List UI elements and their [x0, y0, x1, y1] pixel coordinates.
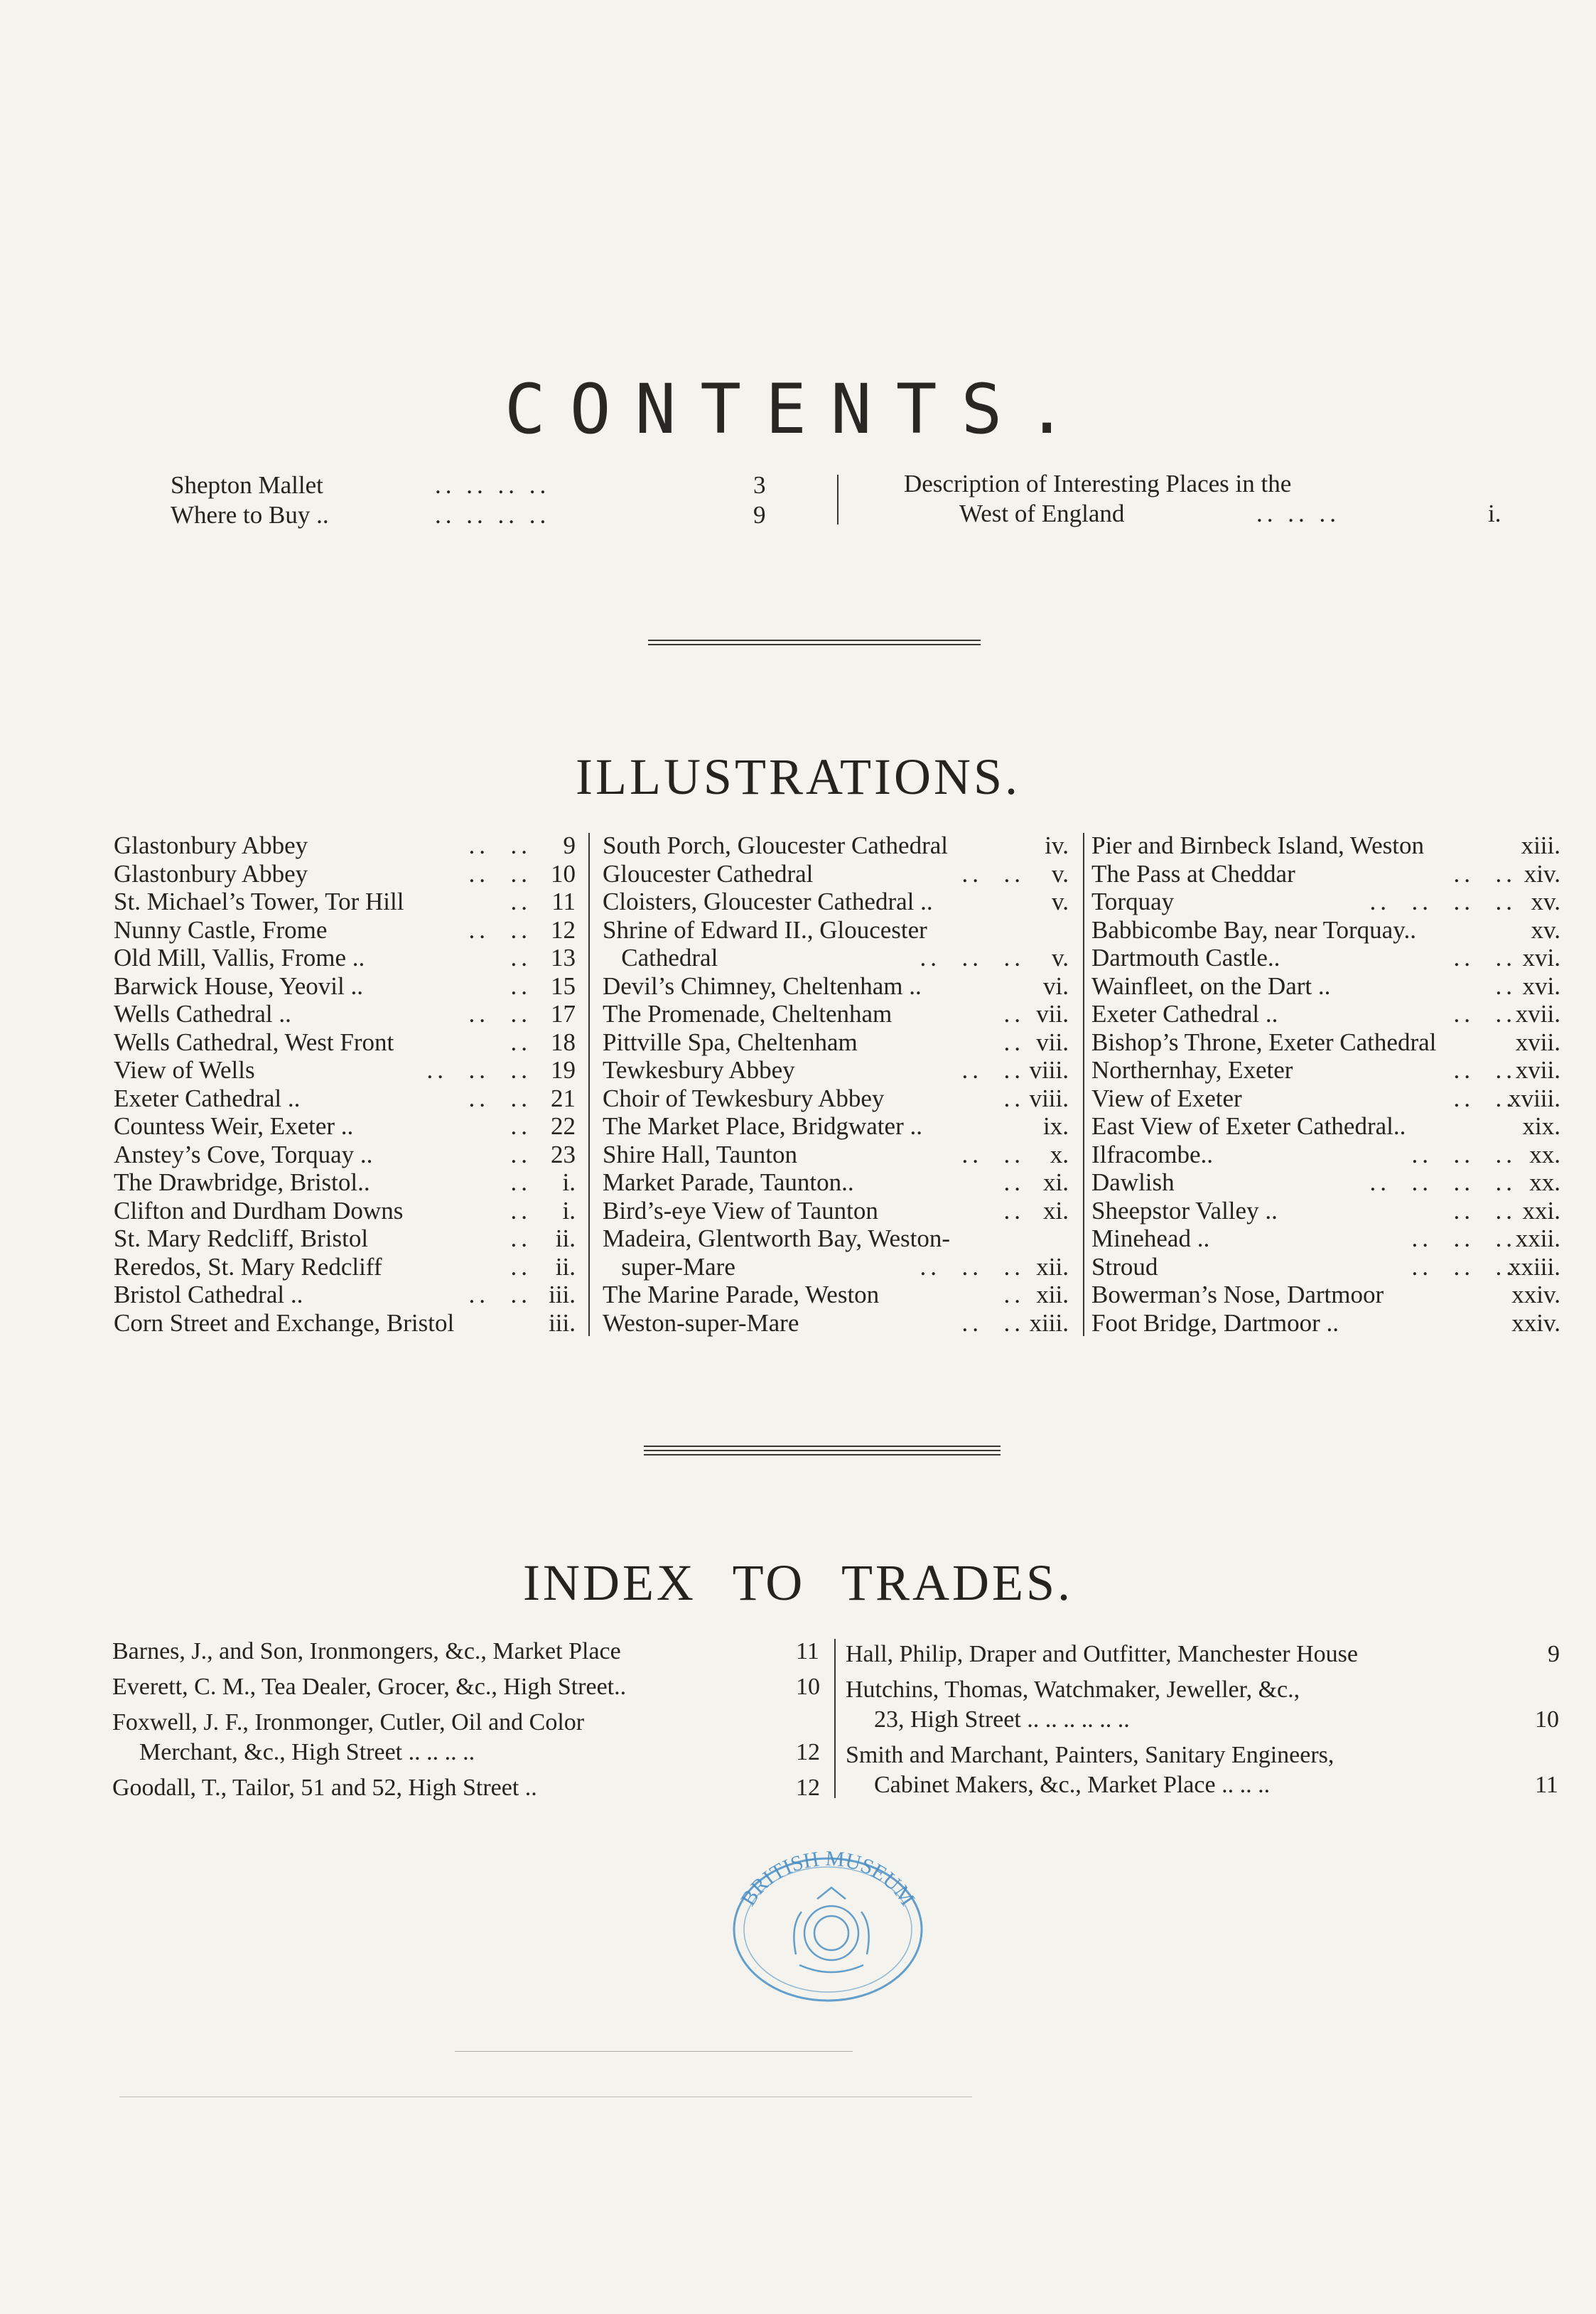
entry-page: 21 [551, 1084, 576, 1112]
entry-title: St. Mary Redcliff, Bristol [114, 1225, 369, 1252]
entry-title: Wells Cathedral, West Front [114, 1028, 394, 1056]
entry-dots: .. .. .. .. [1369, 888, 1516, 915]
illustration-entry [1091, 1168, 1560, 1197]
illustrations-column-1 [114, 832, 576, 1337]
entry-title: The Marine Parade, Weston [603, 1281, 880, 1308]
entry-title: Glastonbury Abbey [114, 859, 308, 888]
entry-dots: .. [1003, 1168, 1025, 1196]
entry-dots: .. [1003, 1000, 1025, 1028]
entry-page: 22 [551, 1112, 576, 1140]
entry-dots: .. .. [468, 1084, 532, 1112]
entry-title: Stroud [1091, 1252, 1158, 1281]
column-divider [588, 833, 590, 1336]
entry-dots: .. [510, 1168, 532, 1196]
entry-title: Shepton Mallet [171, 471, 323, 499]
entry-page: xii. [1036, 1252, 1069, 1281]
entry-title: The Market Place, Bridgwater .. [603, 1112, 922, 1140]
trade-page: 9 [1548, 1641, 1560, 1667]
illustration-entry [114, 1000, 576, 1028]
illustration-entry [114, 1281, 576, 1309]
entry-title: Dartmouth Castle.. [1091, 944, 1280, 972]
trade-hall: Hall, Philip, Draper and Outfitter, Manchester House [846, 1641, 1358, 1667]
entry-dots: .. [510, 972, 532, 1000]
contents-entry-where-to-buy [171, 502, 329, 529]
entry-page: vii. [1036, 1000, 1069, 1028]
entry-page: 18 [551, 1028, 576, 1056]
illustration-entry [603, 1028, 1069, 1057]
entry-title: super-Mare [603, 1252, 735, 1281]
entry-page: xi. [1043, 1168, 1069, 1196]
entry-page: x. [1050, 1140, 1069, 1168]
entry-dots: .. .. .. [920, 944, 1025, 972]
entry-page: xi. [1043, 1196, 1069, 1225]
entry-title: Nunny Castle, Frome [114, 915, 328, 944]
illustration-entry [1091, 1056, 1560, 1085]
illustration-entry [114, 860, 576, 888]
entry-page: ii. [555, 1252, 576, 1281]
entry-title: Corn Street and Exchange, Bristol [114, 1308, 455, 1337]
entry-page: v. [1052, 944, 1069, 972]
entry-title: Foot Bridge, Dartmoor .. [1091, 1308, 1339, 1337]
entry-title: Clifton and Durdham Downs [114, 1196, 404, 1225]
entry-page: xxiii. [1509, 1252, 1560, 1281]
illustration-entry [603, 1085, 1069, 1113]
entry-title: Cathedral [603, 944, 718, 972]
entry-page: v. [1052, 859, 1069, 888]
entry-dots: .. .. [468, 1000, 532, 1028]
entry-title: Tewkesbury Abbey [603, 1056, 795, 1084]
entry-dots: .. .. [1453, 1196, 1516, 1225]
entry-title: View of Exeter [1091, 1084, 1242, 1112]
column-divider [837, 475, 839, 524]
entry-page: iii. [549, 1308, 576, 1337]
entry-title: Barwick House, Yeovil .. [114, 972, 363, 1000]
entry-title: Anstey’s Cove, Torquay .. [114, 1140, 373, 1168]
illustration-entry [1091, 1197, 1560, 1225]
entry-dots: .. [510, 1225, 532, 1252]
entry-title: Sheepstor Valley .. [1091, 1196, 1278, 1225]
entry-page: 13 [551, 944, 576, 972]
entry-dots: .. .. [1453, 1084, 1516, 1112]
illustration-entry [114, 1085, 576, 1113]
illustration-entry [1091, 860, 1560, 888]
entry-dots: .. .. [1453, 1056, 1516, 1084]
entry-title: Madeira, Glentworth Bay, Weston- [603, 1225, 951, 1252]
illustration-entry [114, 1253, 576, 1281]
entry-dots: .. [510, 1140, 532, 1168]
entry-dots: .. [1495, 972, 1516, 1000]
entry-title: Exeter Cathedral .. [1091, 1000, 1278, 1028]
entry-page: v. [1052, 888, 1069, 915]
illustration-entry [1091, 1253, 1560, 1281]
entry-page: vii. [1036, 1028, 1069, 1056]
illustration-entry [114, 972, 576, 1001]
contents-entry-shepton [171, 472, 323, 499]
entry-title: Choir of Tewkesbury Abbey [603, 1084, 885, 1112]
entry-dots: .. .. [468, 832, 532, 859]
illustration-entry [1091, 832, 1560, 860]
trade-goodall: Goodall, T., Tailor, 51 and 52, High Street .. [112, 1775, 537, 1801]
entry-page: xxiv. [1511, 1308, 1560, 1337]
trade-page: 12 [796, 1739, 820, 1765]
entry-page: xx. [1529, 1140, 1560, 1168]
entry-page: xvii. [1515, 1056, 1560, 1084]
entry-dots: .. .. .. [1411, 1140, 1516, 1168]
entry-page: 15 [551, 972, 576, 1000]
entry-dots: .. .. [468, 1281, 532, 1308]
entry-title: Bristol Cathedral .. [114, 1281, 303, 1308]
illustration-entry [1091, 1085, 1560, 1113]
entry-title: Babbicombe Bay, near Torquay.. [1091, 915, 1416, 944]
crest-icon [794, 1888, 868, 1972]
illustration-entry [603, 1309, 1069, 1338]
entry-page: xii. [1036, 1281, 1069, 1308]
column-divider [1083, 833, 1084, 1336]
trade-page: 11 [1535, 1772, 1558, 1798]
entry-title: Bowerman’s Nose, Dartmoor [1091, 1281, 1384, 1308]
entry-page: xviii. [1509, 1084, 1560, 1112]
british-museum-stamp [725, 1848, 931, 2004]
faint-rule [455, 2051, 853, 2052]
entry-dots: .. .. .. .. [435, 471, 551, 499]
illustration-entry [1091, 1141, 1560, 1169]
entry-title: Old Mill, Vallis, Frome .. [114, 944, 365, 972]
entry-title: Pier and Birnbeck Island, Weston [1091, 832, 1424, 859]
entry-title: Pittville Spa, Cheltenham [603, 1028, 858, 1056]
illustration-entry [1091, 1225, 1560, 1253]
illustration-entry [603, 1281, 1069, 1309]
entry-dots: .. .. .. .. [435, 501, 551, 529]
entry-title: St. Michael’s Tower, Tor Hill [114, 888, 404, 915]
entry-page: xx. [1529, 1168, 1560, 1196]
entry-page: xxiv. [1511, 1281, 1560, 1308]
entry-dots: .. .. [1453, 944, 1516, 972]
illustration-entry [114, 1309, 576, 1338]
entry-dots: .. .. [468, 915, 532, 944]
entry-dots: .. [510, 1112, 532, 1140]
entry-title: View of Wells [114, 1056, 255, 1084]
entry-page: xv. [1531, 915, 1560, 944]
illustration-entry [114, 916, 576, 945]
illustration-entry [603, 916, 1069, 945]
entry-dots: .. .. .. [1411, 1225, 1516, 1252]
entry-dots: .. .. .. [920, 1252, 1025, 1281]
entry-title: The Pass at Cheddar [1091, 859, 1295, 888]
illustration-entry [114, 944, 576, 972]
entry-title: Shire Hall, Taunton [603, 1140, 797, 1168]
entry-page: 23 [551, 1140, 576, 1168]
entry-dots: .. [510, 944, 532, 972]
entry-page: 3 [753, 471, 766, 499]
illustration-entry [114, 1197, 576, 1225]
column-divider [834, 1639, 836, 1798]
illustration-entry [114, 1112, 576, 1141]
entry-title: Wainfleet, on the Dart .. [1091, 972, 1331, 1000]
trade-everett: Everett, C. M., Tea Dealer, Grocer, &c., High Street.. [112, 1674, 627, 1700]
entry-page: ix. [1043, 1112, 1069, 1140]
entry-page: 17 [551, 1000, 576, 1028]
illustration-entry [1091, 1000, 1560, 1028]
illustration-entry [1091, 1028, 1560, 1057]
illustration-entry [114, 1168, 576, 1197]
illustration-entry [603, 860, 1069, 888]
trades-heading: INDEX TO TRADES. [522, 1554, 1074, 1611]
entry-dots: .. [510, 1196, 532, 1225]
trade-hutchins-continued: 23, High Street .. .. .. .. .. .. [874, 1706, 1130, 1733]
entry-title: Gloucester Cathedral [603, 859, 814, 888]
entry-dots: .. [510, 888, 532, 915]
illustration-entry [1091, 972, 1560, 1001]
stamp-text-path: BRITISH MUSEUM [736, 1848, 920, 1910]
trade-smith-marchant: Smith and Marchant, Painters, Sanitary Engineers, [846, 1742, 1335, 1768]
entry-title: Exeter Cathedral .. [114, 1084, 301, 1112]
illustration-entry [603, 1000, 1069, 1028]
entry-title-continued: West of England [959, 500, 1125, 527]
illustration-entry [1091, 888, 1560, 916]
illustration-entry [1091, 944, 1560, 972]
entry-title: The Promenade, Cheltenham [603, 1000, 893, 1028]
entry-dots: .. .. [961, 859, 1025, 888]
entry-page: xix. [1522, 1112, 1560, 1140]
illustration-entry [603, 832, 1069, 860]
entry-page: 12 [551, 915, 576, 944]
entry-title: Shrine of Edward II., Gloucester [603, 915, 927, 944]
illustration-entry [114, 888, 576, 916]
trade-page: 11 [796, 1638, 819, 1664]
entry-page: xvii. [1515, 1000, 1560, 1028]
entry-title: Glastonbury Abbey [114, 832, 308, 859]
double-rule-divider [644, 1446, 1001, 1458]
entry-page: 11 [551, 888, 576, 915]
trade-foxwell: Foxwell, J. F., Ironmonger, Cutler, Oil and Color [112, 1709, 585, 1736]
entry-page: xiii. [1521, 832, 1560, 859]
entry-dots: .. [1003, 1028, 1025, 1056]
entry-title: Devil’s Chimney, Cheltenham .. [603, 972, 922, 1000]
entry-title: Countess Weir, Exeter .. [114, 1112, 354, 1140]
illustration-entry [603, 972, 1069, 1001]
entry-page: xvi. [1522, 944, 1560, 972]
trade-smith-marchant-continued: Cabinet Makers, &c., Market Place .. .. .. [874, 1772, 1271, 1798]
entry-dots: .. .. [961, 1308, 1025, 1337]
entry-page: iv. [1045, 832, 1069, 859]
entry-dots: .. [510, 1252, 532, 1281]
entry-dots: .. [1003, 1281, 1025, 1308]
trade-foxwell-continued: Merchant, &c., High Street .. .. .. .. [139, 1739, 475, 1765]
entry-page: 9 [753, 501, 766, 529]
illustrations-column-2 [603, 832, 1069, 1337]
entry-title: The Drawbridge, Bristol.. [114, 1168, 370, 1196]
entry-page: iii. [549, 1281, 576, 1308]
illustration-entry [114, 1056, 576, 1085]
illustration-entry [603, 1168, 1069, 1197]
illustration-entry [603, 944, 1069, 972]
entry-title: South Porch, Gloucester Cathedral [603, 832, 949, 859]
entry-page: xxi. [1522, 1196, 1560, 1225]
entry-title: Ilfracombe.. [1091, 1140, 1214, 1168]
entry-title: Minehead .. [1091, 1225, 1210, 1252]
illustrations-column-3 [1091, 832, 1560, 1337]
illustration-entry [1091, 916, 1560, 945]
entry-page: xxii. [1515, 1225, 1560, 1252]
trade-barnes: Barnes, J., and Son, Ironmongers, &c., Market Place [112, 1638, 621, 1664]
entry-dots: .. .. .. .. [1369, 1168, 1516, 1196]
trade-hutchins: Hutchins, Thomas, Watchmaker, Jeweller, &c., [846, 1677, 1300, 1703]
entry-page: xv. [1531, 888, 1560, 915]
trade-page: 10 [796, 1674, 820, 1700]
illustration-entry [1091, 1281, 1560, 1309]
illustration-entry [603, 1112, 1069, 1141]
trade-page: 12 [796, 1775, 820, 1801]
entry-dots: .. [1003, 1196, 1025, 1225]
entry-dots: .. .. .. [426, 1056, 532, 1084]
entry-page: xiv. [1524, 859, 1560, 888]
entry-page: i. [562, 1168, 576, 1196]
entry-title: Market Parade, Taunton.. [603, 1168, 854, 1196]
entry-dots: .. .. [961, 1140, 1025, 1168]
entry-page: 9 [563, 832, 576, 859]
entry-title: Northernhay, Exeter [1091, 1056, 1293, 1084]
illustration-entry [603, 1056, 1069, 1085]
illustration-entry [114, 1028, 576, 1057]
entry-dots: .. .. [468, 859, 532, 888]
illustration-entry [114, 1225, 576, 1253]
illustration-entry [114, 1141, 576, 1169]
entry-title: Bird’s-eye View of Taunton [603, 1196, 878, 1225]
entry-title: Weston-super-Mare [603, 1308, 799, 1337]
illustration-entry [603, 888, 1069, 916]
entry-title: Wells Cathedral .. [114, 1000, 291, 1028]
entry-page: 10 [551, 859, 576, 888]
contents-entry-description: Description of Interesting Places in the [904, 470, 1292, 497]
entry-page: xvii. [1515, 1028, 1560, 1056]
entry-page: xiii. [1029, 1308, 1069, 1337]
illustrations-heading: ILLUSTRATIONS. [576, 748, 1020, 805]
entry-page: i. [562, 1196, 576, 1225]
entry-dots: .. .. [1453, 1000, 1516, 1028]
entry-dots: .. .. [1453, 859, 1516, 888]
entry-title: East View of Exeter Cathedral.. [1091, 1112, 1406, 1140]
entry-page: viii. [1029, 1056, 1069, 1084]
entry-title: Where to Buy .. [171, 501, 329, 529]
entry-dots: .. [510, 1028, 532, 1056]
illustration-entry [603, 1141, 1069, 1169]
entry-title: Bishop’s Throne, Exeter Cathedral [1091, 1028, 1437, 1056]
illustration-entry [603, 1197, 1069, 1225]
entry-page: ii. [555, 1225, 576, 1252]
illustration-entry [1091, 1309, 1560, 1338]
illustration-entry [114, 832, 576, 860]
entry-title: Reredos, St. Mary Redcliff [114, 1252, 382, 1281]
entry-dots: .. .. [961, 1056, 1025, 1084]
illustration-entry [603, 1253, 1069, 1281]
contents-heading: CONTENTS. [504, 370, 1092, 449]
entry-dots: .. .. .. [1256, 500, 1340, 527]
entry-dots: .. [1003, 1084, 1025, 1112]
entry-page: 19 [551, 1056, 576, 1084]
entry-page: i. [1488, 500, 1501, 527]
trade-page: 10 [1535, 1706, 1559, 1733]
entry-page: viii. [1029, 1084, 1069, 1112]
entry-title: Torquay [1091, 888, 1175, 915]
entry-page: vi. [1043, 972, 1069, 1000]
double-rule-divider [648, 640, 981, 648]
illustration-entry [1091, 1112, 1560, 1141]
illustration-entry [603, 1225, 1069, 1253]
entry-page: xvi. [1522, 972, 1560, 1000]
entry-dots: .. .. .. [1411, 1252, 1516, 1281]
entry-title: Dawlish [1091, 1168, 1175, 1196]
entry-title: Cloisters, Gloucester Cathedral .. [603, 888, 933, 915]
